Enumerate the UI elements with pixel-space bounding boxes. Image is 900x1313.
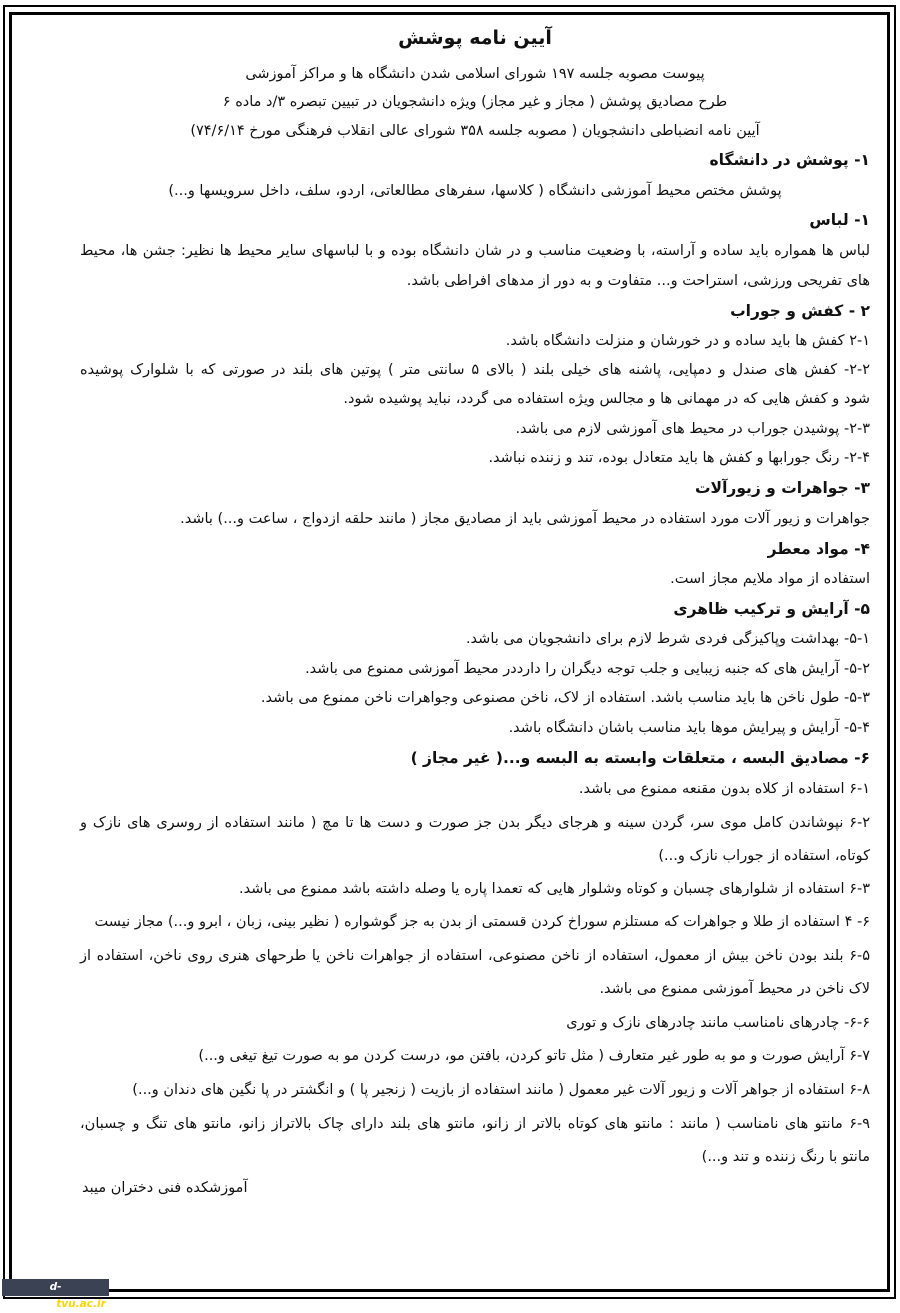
paragraph-line: ۶-۲ نپوشاندن کامل موی سر، گردن سینه و هرجای دیگر بدن جز صورت و دست ها تا مچ ( مانند استفاده از روسری های نازک و: [80, 815, 870, 831]
paragraph-line: لاک ناخن در محیط آموزشی ممنوع می باشد.: [599, 981, 870, 997]
paragraph-line: مانتو با رنگ زننده و تند و...): [701, 1149, 870, 1165]
paragraph-line: استفاده از مواد ملایم مجاز است.: [670, 571, 870, 587]
section-heading-shoes: ۲ - کفش و جوراب: [730, 302, 870, 320]
paragraph-line: های تفریحی ورزشی، استراحت و... متفاوت و به دور از مدهای افراطی باشد.: [406, 273, 870, 289]
section-heading-university: ۱- پوشش در دانشگاه: [709, 151, 870, 169]
paragraph-line: ۶-۵ بلند بودن ناخن بیش از معمول، استفاده از ناخن مصنوعی، استفاده از جواهرات ناخن یا طرحهای هنری روی ناخن، استفاده از: [80, 948, 870, 964]
paragraph-line: ۶-۶- چادرهای نامناسب مانند چادرهای نازک و توری: [566, 1015, 870, 1031]
paragraph-line: ۶-۷ آرایش صورت و مو به طور غیر متعارف ( مثل تاتو کردن، بافتن مو، درست کردن مو به صورت تیغ تیغی و...): [198, 1048, 870, 1064]
paragraph-line: ۵-۲- آرایش های که جنبه زیبایی و جلب توجه دیگران را دارددر محیط آموزشی ممنوع می باشد.: [305, 661, 870, 677]
paragraph-line: ۲-۳- پوشیدن جوراب در محیط های آموزشی لازم می باشد.: [515, 421, 870, 437]
section-heading-forbidden: ۶- مصادیق البسه ، متعلقات وابسته به البسه و...( غیر مجاز ): [410, 749, 870, 767]
section-heading-fragrance: ۴- مواد معطر: [767, 540, 870, 558]
paragraph-line: کوتاه، استفاده از جوراب نازک و...): [658, 848, 870, 864]
watermark-domain: d-meybod.: [5, 1281, 62, 1310]
paragraph-line: لباس ها همواره باید ساده و آراسته، با وضعیت مناسب و در شان دانشگاه بوده و با لباسهای سایر محیط ها نظیر: جشن ها، محیط: [80, 243, 870, 259]
paragraph-line: ۵-۱- بهداشت وپاکیزگی فردی شرط لازم برای دانشجویان می باشد.: [465, 631, 870, 647]
paragraph-line: ۶- ۴ استفاده از طلا و جواهرات که مستلزم سوراخ کردن قسمتی از بدن به جز گوشواره ( نظیر بینی، زبان ، ابرو و...) مجاز نیست: [94, 914, 870, 930]
section-heading-appearance: ۵- آرایش و ترکیب ظاهری: [673, 600, 870, 618]
watermark-suffix: tvu.ac.ir: [56, 1298, 106, 1310]
paragraph-line: ۶-۳ استفاده از شلوارهای چسبان و کوتاه وشلوار هایی که تعمدا پاره یا وصله داشته باشد ممنوع می باشد.: [239, 881, 870, 897]
paragraph-line: ۵-۴- آرایش و پیرایش موها باید مناسب باشان دانشگاه باشد.: [508, 720, 870, 736]
document-title: آیین نامه پوشش: [398, 27, 552, 49]
paragraph-line: ۲-۲- کفش های صندل و دمپایی، پاشنه های خیلی بلند ( بالای ۵ سانتی متر ) پوتین های بلند در صورتی که با شلوارک پوشیده: [80, 362, 870, 378]
section-heading-jewelry: ۳- جواهرات و زیورآلات: [694, 479, 870, 497]
intro-line-2: طرح مصادیق پوشش ( مجاز و غیر مجاز) ویژه دانشجویان در تبیین تبصره ۳/د ماده ۶: [222, 94, 728, 110]
section-text: پوشش مختص محیط آموزشی دانشگاه ( کلاسها، سفرهای مطالعاتی، اردو، سلف، داخل سرویسها و...): [168, 183, 782, 199]
paragraph-line: شود و کفش هایی که در مهمانی ها و مجالس ویژه استفاده می گردد، نباید پوشیده شود.: [343, 391, 870, 407]
paragraph-line: ۲-۴- رنگ جورابها و کفش ها باید متعادل بوده، تند و زننده نباشد.: [488, 450, 870, 466]
watermark-badge: [2, 1279, 109, 1310]
paragraph-line: ۶-۸ استفاده از جواهر آلات و زیور آلات غیر معمول ( مانند استفاده از بازیت ( زنجیر پا ) و انگشتر در پا نگین های دندان و...): [132, 1082, 870, 1098]
paragraph-line: ۶-۹ مانتو های نامناسب ( مانند : مانتو های کوتاه بالاتر از زانو، مانتو های بلند دارای چاک بالاتراز زانو، مانتو های تنگ و چسبان،: [80, 1116, 870, 1132]
intro-line-3: آیین نامه انضباطی دانشجویان ( مصوبه جلسه ۳۵۸ شورای عالی انقلاب فرهنگی مورخ ۷۴/۶/۱۴): [190, 123, 760, 139]
section-heading-clothing: ۱- لباس: [809, 211, 870, 229]
paragraph-line: ۵-۳- طول ناخن ها باید مناسب باشد. استفاده از لاک، ناخن مصنوعی وجواهرات ناخن ممنوع می باشد.: [260, 690, 870, 706]
paragraph-line: ۲-۱ کفش ها باید ساده و در خورشان و منزلت دانشگاه باشد.: [505, 333, 870, 349]
signature: آموزشکده فنی دختران میبد: [82, 1180, 248, 1196]
intro-line-1: پیوست مصوبه جلسه ۱۹۷ شورای اسلامی شدن دانشگاه ها و مراکز آموزشی: [245, 66, 705, 82]
paragraph-line: جواهرات و زیور آلات مورد استفاده در محیط آموزشی باید از مصادیق مجاز ( مانند حلقه ازدواج ، ساعت و...) باشد.: [180, 511, 870, 527]
paragraph-line: ۶-۱ استفاده از کلاه بدون مقنعه ممنوع می باشد.: [578, 781, 870, 797]
